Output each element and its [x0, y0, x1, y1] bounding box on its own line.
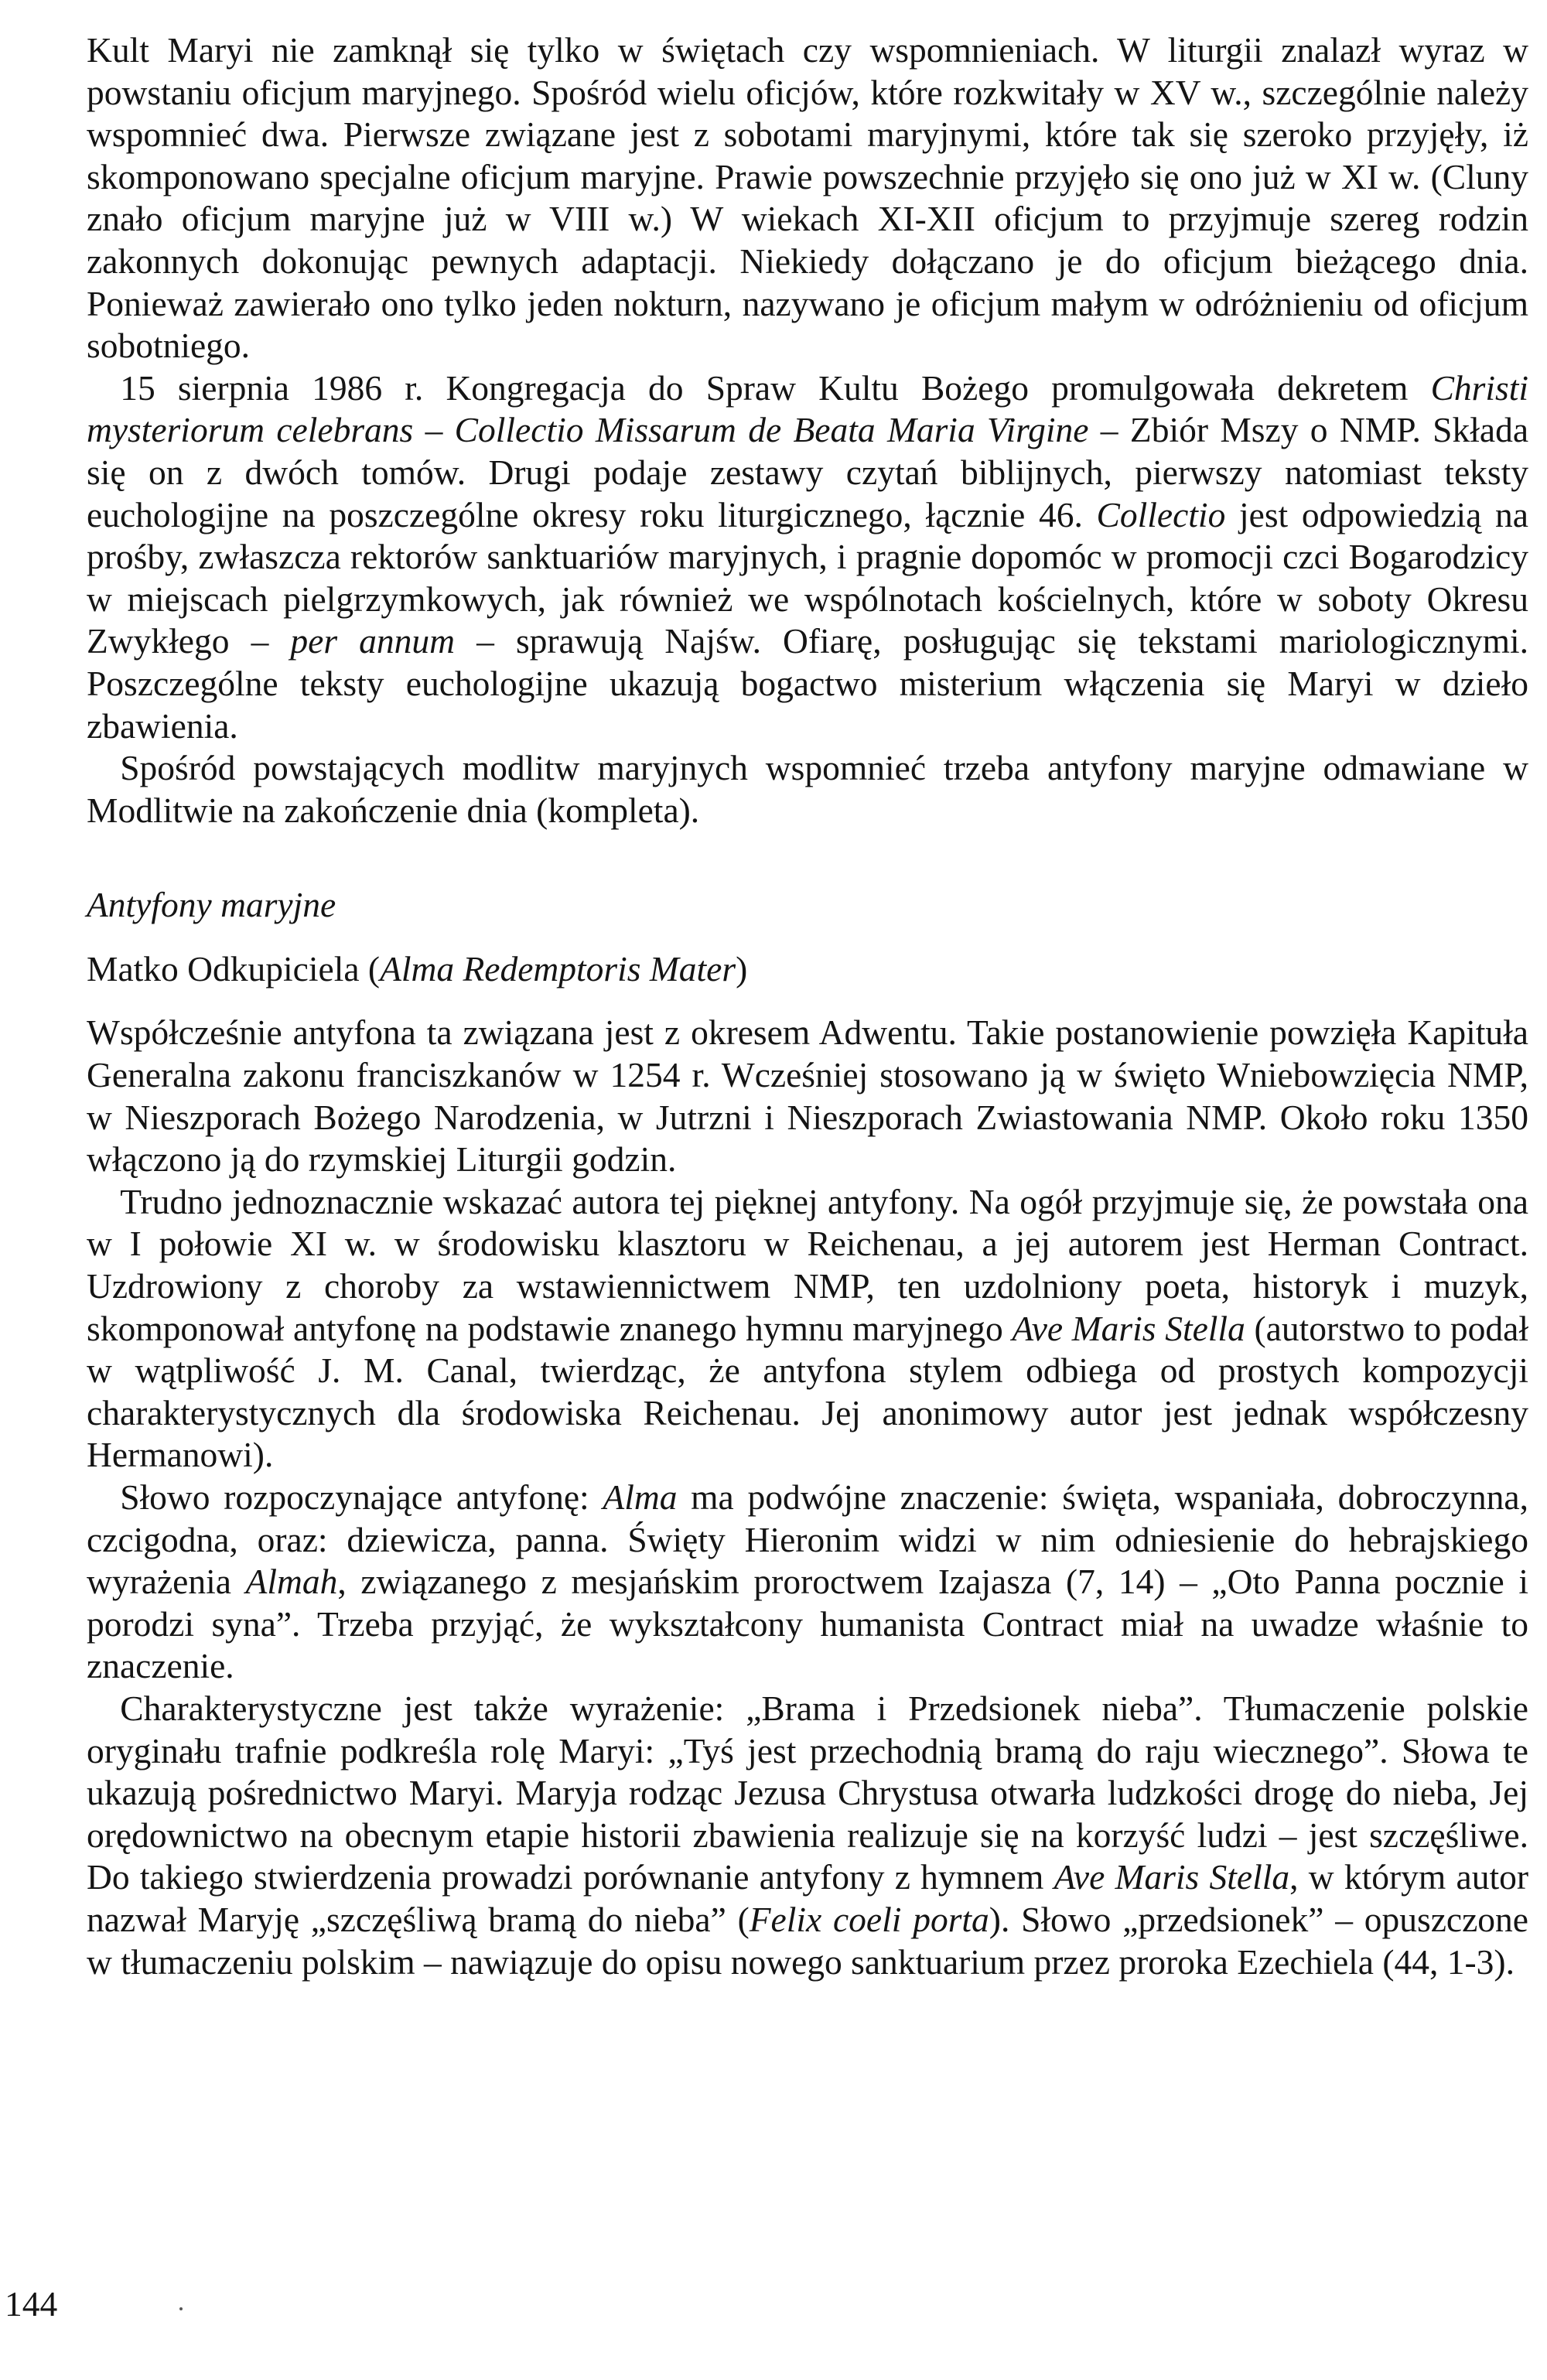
- scan-speck: [179, 2307, 183, 2310]
- paragraphs-top: [87, 29, 1528, 831]
- italic-run: Christi mysteriorum celebrans – Collectio Missarum de Beata Maria Virgine: [87, 367, 1528, 450]
- italic-run: Ave Maris Stella: [1012, 1308, 1245, 1348]
- text-run: ). Słowo „przedsionek” – opuszczone w tłumaczeniu polskim – nawiązuje do opisu nowego sanktuarium przez proroka Ezechiela (44, 1-3).: [87, 1899, 1528, 1982]
- text-run: Kult Maryi nie zamknął się tylko w świętach czy wspomnieniach. W liturgii znalazł wyraz w powstaniu oficjum maryjnego. Spośród wielu oficjów, które rozkwitały w XV w., szczególnie należy wspomnieć dwa. Pierwsze związane jest z sobotami maryjnymi, które tak się szeroko przyjęły, iż skomponowano specjalne oficjum maryjne. Prawie powszechnie przyjęło się ono już w XI w. (Cluny znało oficjum maryjne już w VIII w.) W wiekach XI-XII oficjum to przyjmuje szereg rodzin zakonnych dokonując pewnych adaptacji. Niekiedy dołączano je do oficjum bieżącego dnia. Ponieważ zawierało ono tylko jeden nokturn, nazywano je oficjum małym w odróżnieniu od oficjum sobotniego.: [87, 30, 1528, 366]
- text-run: ma podwójne znaczenie: święta, wspaniała, dobroczynna, czcigodna, oraz: dziewicza, panna. Święty Hieronim widzi w nim odniesienie do hebrajskiego wyrażenia: [87, 1477, 1528, 1602]
- paragraph: [87, 367, 1528, 747]
- text-run: jest odpowiedzią na prośby, zwłaszcza rektorów sanktuariów maryjnych, i pragnie dopomóc w promocji czci Bogarodzicy w miejscach pielgrzymkowych, jak również we wspólnotach kościelnych, które w soboty Okresu Zwykłego –: [87, 494, 1528, 661]
- text-run: , w którym autor nazwał Maryję „szczęśliwą bramą do nieba” (: [87, 1857, 1528, 1939]
- paragraph: [87, 1181, 1528, 1477]
- section-title: Antyfony maryjne: [87, 885, 336, 925]
- text-run: Słowo rozpoczynające antyfonę:: [120, 1477, 603, 1517]
- page-content: [87, 29, 1528, 1983]
- text-run: – sprawują Najśw. Ofiarę, posługując się tekstami mariologicznymi. Poszczególne teksty euchologijne ukazują bogactwo misterium włączenia się Maryi w dzieło zbawienia.: [87, 621, 1529, 746]
- italic-run: Alma: [603, 1477, 678, 1517]
- paragraphs-bottom: [87, 1012, 1528, 1983]
- text-run: 15 sierpnia 1986 r. Kongregacja do Spraw Kultu Bożego promulgowała dekretem: [120, 367, 1431, 408]
- text-run: – Zbiór Mszy o NMP. Składa się on z dwóch tomów. Drugi podaje zestawy czytań biblijnych, pierwszy natomiast teksty euchologijne na poszczególne okresy roku liturgicznego, łącznie 46.: [87, 410, 1529, 534]
- paragraph: [87, 1012, 1528, 1180]
- italic-run: Ave Maris Stella: [1054, 1857, 1290, 1897]
- paragraph: [87, 1477, 1528, 1688]
- paragraph: [87, 29, 1528, 367]
- sub-heading-latin: Alma Redemptoris Mater: [380, 948, 736, 989]
- page-number: 144: [5, 2284, 58, 2324]
- italic-run: per annum: [290, 621, 456, 661]
- text-run: , związanego z mesjańskim proroctwem Izajasza (7, 14) – „Oto Panna pocznie i porodzi syna”. Trzeba przyjąć, że wykształcony humanista Contract miał na uwadze właśnie to znaczenie.: [87, 1562, 1528, 1686]
- text-run: Spośród powstających modlitw maryjnych wspomnieć trzeba antyfony maryjne odmawiane w Modlitwie na zakończenie dnia (kompleta).: [87, 748, 1528, 830]
- paragraph: [87, 1688, 1528, 1983]
- italic-run: Collectio: [1096, 494, 1226, 534]
- italic-run: Felix coeli porta: [749, 1899, 989, 1939]
- sub-heading-close: ): [736, 948, 748, 989]
- text-run: Trudno jednoznacznie wskazać autora tej pięknej antyfony. Na ogół przyjmuje się, że powstała ona w I połowie XI w. w środowisku klasztoru w Reichenau, a jej autorem jest Herman Contract. Uzdrowiony z choroby za wstawiennictwem NMP, ten uzdolniony poeta, historyk i muzyk, skomponował antyfonę na podstawie znanego hymnu maryjnego: [87, 1181, 1528, 1348]
- paragraph: [87, 747, 1528, 831]
- sub-heading-text: Matko Odkupiciela (: [87, 948, 381, 989]
- italic-run: Almah: [245, 1562, 338, 1602]
- text-run: (autorstwo to podał w wątpliwość J. M. Canal, twierdząc, że antyfona stylem odbiega od prostych kompozycji charakterystycznych dla środowiska Reichenau. Jej anonimowy autor jest jednak współczesny Hermanowi).: [87, 1308, 1529, 1475]
- text-run: Charakterystyczne jest także wyrażenie: „Brama i Przedsionek nieba”. Tłumaczenie polskie oryginału trafnie podkreśla rolę Maryi: „Tyś jest przechodnią bramą do raju wiecznego”. Słowa te ukazują pośrednictwo Maryi. Maryja rodząc Jezusa Chrystusa otwarła ludzkości drogę do nieba, Jej orędownictwo na obecnym etapie historii zbawienia realizuje się na korzyść ludzi – jest szczęśliwe. Do takiego stwierdzenia prowadzi porównanie antyfony z hymnem: [87, 1688, 1528, 1897]
- text-run: Współcześnie antyfona ta związana jest z okresem Adwentu. Takie postanowienie powzięła Kapituła Generalna zakonu franciszkanów w 1254 r. Wcześniej stosowano ją w święto Wniebowzięcia NMP, w Nieszporach Bożego Narodzenia, w Jutrzni i Nieszporach Zwiastowania NMP. Około roku 1350 włączono ją do rzymskiej Liturgii godzin.: [87, 1012, 1528, 1180]
- sub-heading: [87, 948, 1528, 991]
